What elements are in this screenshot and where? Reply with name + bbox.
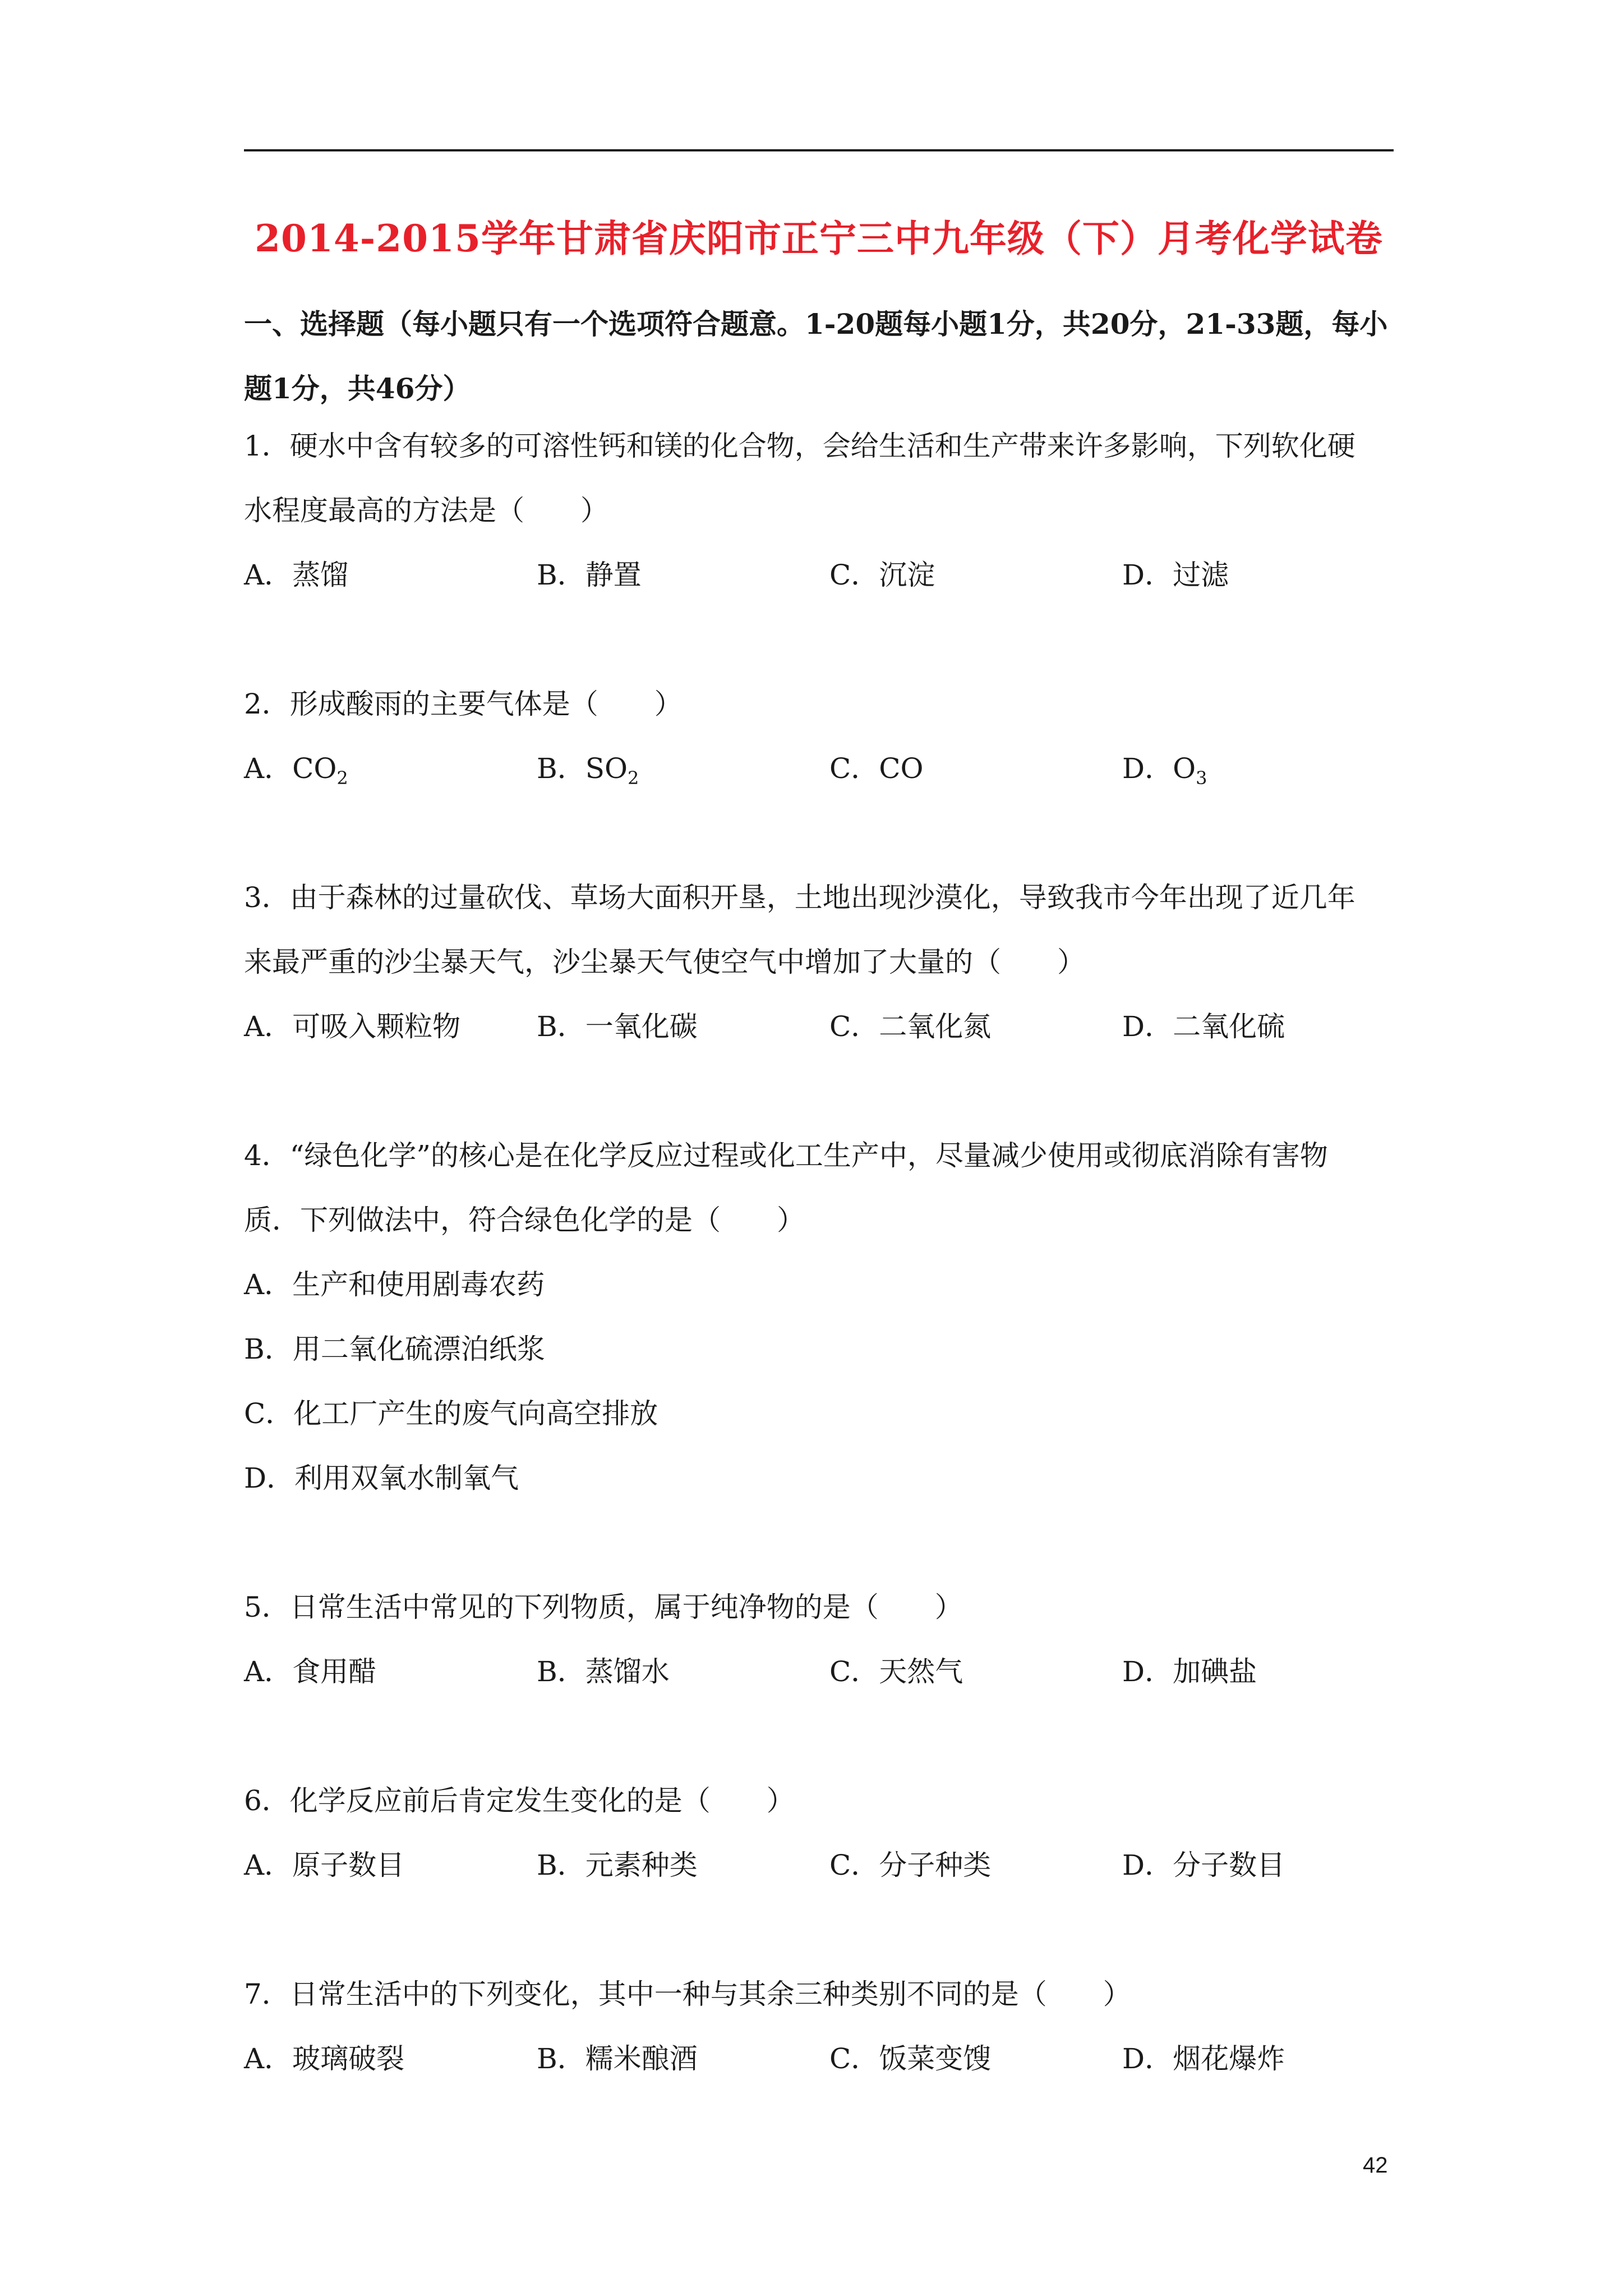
question-2-option-a: A．$CO_2$ (244, 752, 348, 789)
question-2-option-b: B．$SO_2$ (537, 752, 639, 789)
question-5-option-a: A．食用醋 (244, 1655, 377, 1688)
question-2-option-d: D．$O_3$ (1122, 752, 1207, 789)
question-6-option-a: A．原子数目 (244, 1849, 405, 1881)
question-4-option-b: B．用二氧化硫漂泊纸浆 (244, 1333, 545, 1365)
question-1-option-d: D．过滤 (1122, 559, 1229, 591)
question-4-option-a: A．生产和使用剧毒农药 (244, 1268, 545, 1301)
question-4-option-c: C．化工厂产生的废气向高空排放 (244, 1397, 658, 1430)
question-5-option-d: D．加碘盐 (1122, 1655, 1257, 1688)
question-6-options (244, 1843, 1394, 1882)
question-5-options (244, 1649, 1394, 1688)
question-3-options (244, 1004, 1394, 1043)
question-1-stem-line-2: 水程度最高的方法是（ ） (244, 494, 608, 527)
question-6-stem: 6．化学反应前后肯定发生变化的是（ ） (244, 1784, 795, 1817)
question-7-options (244, 2036, 1394, 2076)
question-3-option-a: A．可吸入颗粒物 (244, 1010, 461, 1043)
question-3-option-d: D．二氧化硫 (1122, 1010, 1285, 1043)
question-7-option-b: B．糯米酿酒 (537, 2042, 698, 2075)
header-rule (244, 149, 1394, 151)
question-4-stem-line-2: 质．下列做法中，符合绿色化学的是（ ） (244, 1204, 805, 1236)
question-6-option-c: C．分子种类 (829, 1849, 992, 1881)
question-1-stem-line-1: 1．硬水中含有较多的可溶性钙和镁的化合物，会给生活和生产带来许多影响，下列软化硬 (244, 430, 1355, 462)
question-5-option-b: B．蒸馏水 (537, 1655, 670, 1688)
question-4-option-d: D．利用双氧水制氧气 (244, 1462, 519, 1494)
page-number: 42 (1363, 2153, 1388, 2178)
question-5-stem: 5．日常生活中常见的下列物质，属于纯净物的是（ ） (244, 1591, 963, 1623)
question-4-stem-line-1: 4．“绿色化学”的核心是在化学反应过程或化工生产中，尽量减少使用或彻底消除有害物 (244, 1139, 1328, 1172)
question-1-option-b: B．静置 (537, 559, 642, 591)
question-7-stem: 7．日常生活中的下列变化，其中一种与其余三种类别不同的是（ ） (244, 1978, 1131, 2010)
question-2-option-c: C．CO (829, 752, 924, 785)
question-3-option-b: B．一氧化碳 (537, 1010, 698, 1043)
question-3-option-c: C．二氧化氮 (829, 1010, 992, 1043)
page-title: 2014-2015学年甘肃省庆阳市正宁三中九年级（下）月考化学试卷 (255, 217, 1383, 260)
question-7-option-c: C．饭菜变馊 (829, 2042, 992, 2075)
question-3-stem-line-1: 3．由于森林的过量砍伐、草场大面积开垦，土地出现沙漠化，导致我市今年出现了近几年 (244, 881, 1355, 914)
question-2-stem: 2．形成酸雨的主要气体是（ ） (244, 688, 683, 720)
question-5-option-c: C．天然气 (829, 1655, 963, 1688)
section-heading: 一、选择题（每小题只有一个选项符合题意。1-20题每小题1分，共20分，21-33题，每小题1分，共46分） (244, 307, 1388, 405)
question-7-option-d: D．烟花爆炸 (1122, 2042, 1285, 2075)
question-1-option-c: C．沉淀 (829, 559, 935, 591)
question-6-option-d: D．分子数目 (1122, 1849, 1285, 1881)
question-1-option-a: A．蒸馏 (244, 559, 349, 591)
question-3-stem-line-2: 来最严重的沙尘暴天气，沙尘暴天气使空气中增加了大量的（ ） (244, 946, 1085, 978)
question-7-option-a: A．玻璃破裂 (244, 2042, 405, 2075)
question-6-option-b: B．元素种类 (537, 1849, 698, 1881)
question-1-options (244, 553, 1394, 592)
question-2-options (244, 746, 1394, 789)
